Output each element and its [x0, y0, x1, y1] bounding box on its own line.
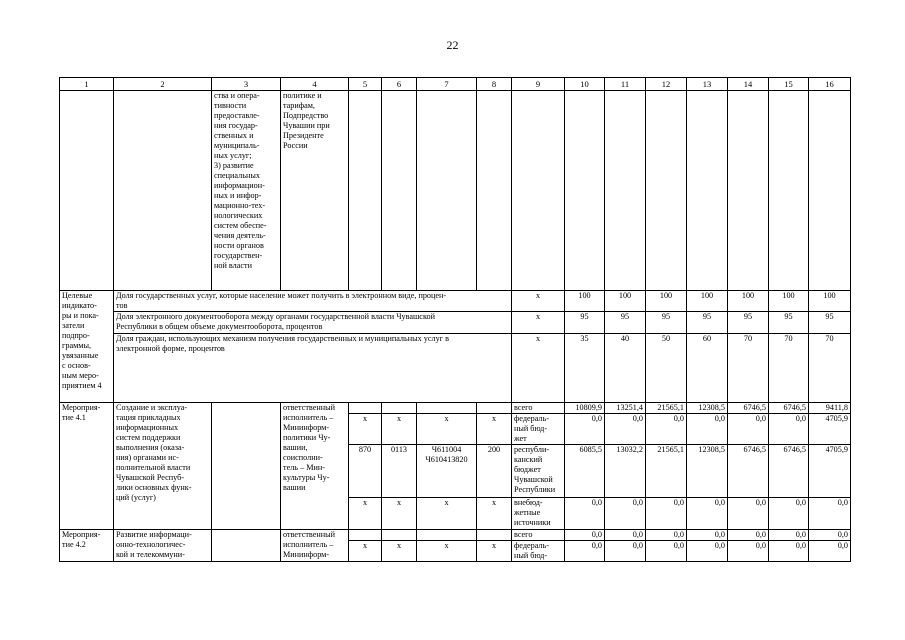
- target-value: 70: [809, 334, 851, 403]
- target-value: 95: [809, 312, 851, 334]
- program-table: [59, 77, 851, 562]
- col-header: 9: [512, 78, 565, 91]
- measure-name: Создание и эксплуа- тация прикладных информационных систем поддержки выполнения (оказа- ния) органами ис- полнительной власти Чувашской Респуб- лики основных функ- ций (услуг): [114, 403, 212, 530]
- empty-cell: [687, 91, 728, 291]
- amount-cell: 0,0: [605, 498, 646, 530]
- amount-cell: 10809,9: [565, 403, 605, 414]
- code-cell: 870: [349, 445, 382, 498]
- empty-cell: [477, 91, 512, 291]
- empty-cell: [382, 91, 417, 291]
- amount-cell: 0,0: [809, 530, 851, 541]
- col-header: 14: [728, 78, 769, 91]
- empty-cell: [728, 91, 769, 291]
- col-header: 7: [417, 78, 477, 91]
- amount-cell: 12308,5: [687, 403, 728, 414]
- code-cell: [349, 530, 382, 541]
- funding-row: [60, 530, 851, 541]
- amount-cell: 6746,5: [728, 403, 769, 414]
- code-cell: [417, 530, 477, 541]
- target-row: [60, 312, 851, 334]
- amount-cell: 0,0: [687, 498, 728, 530]
- amount-cell: 13032,2: [605, 445, 646, 498]
- target-value: 95: [728, 312, 769, 334]
- code-cell: [382, 530, 417, 541]
- code-cell: [477, 403, 512, 414]
- measure-label: Мероприя- тие 4.1: [60, 403, 114, 530]
- target-row: [60, 291, 851, 312]
- amount-cell: 6746,5: [769, 445, 809, 498]
- amount-cell: 12308,5: [687, 445, 728, 498]
- target-value: 100: [687, 291, 728, 312]
- amount-cell: 0,0: [605, 414, 646, 445]
- measure-responsible: ответственный исполнитель – Мининформ-: [281, 530, 349, 562]
- target-value: 70: [728, 334, 769, 403]
- target-x: x: [512, 291, 565, 312]
- target-value: 40: [605, 334, 646, 403]
- code-cell: x: [417, 541, 477, 562]
- target-text: Доля государственных услуг, которые население может получить в электронном виде, процен- тов: [114, 291, 512, 312]
- target-value: 70: [769, 334, 809, 403]
- funding-source: республи- канский бюджет Чувашской Республики: [512, 445, 565, 498]
- amount-cell: 0,0: [646, 530, 687, 541]
- amount-cell: 0,0: [769, 541, 809, 562]
- code-cell: x: [477, 414, 512, 445]
- code-cell: x: [477, 541, 512, 562]
- amount-cell: 0,0: [728, 414, 769, 445]
- col-header: 15: [769, 78, 809, 91]
- empty-cell: [646, 91, 687, 291]
- amount-cell: 4705,9: [809, 445, 851, 498]
- target-value: 95: [646, 312, 687, 334]
- funding-source: всего: [512, 403, 565, 414]
- amount-cell: 0,0: [809, 541, 851, 562]
- col-header: 3: [212, 78, 281, 91]
- code-cell: x: [349, 498, 382, 530]
- target-x: x: [512, 312, 565, 334]
- amount-cell: 0,0: [687, 530, 728, 541]
- amount-cell: 0,0: [646, 414, 687, 445]
- code-cell: x: [349, 541, 382, 562]
- target-value: 100: [769, 291, 809, 312]
- funding-source: всего: [512, 530, 565, 541]
- amount-cell: 0,0: [687, 541, 728, 562]
- amount-cell: 21565,1: [646, 403, 687, 414]
- code-cell: x: [382, 498, 417, 530]
- amount-cell: 0,0: [646, 541, 687, 562]
- target-value: 95: [687, 312, 728, 334]
- col-header: 10: [565, 78, 605, 91]
- empty-cell: [212, 530, 281, 562]
- amount-cell: 0,0: [769, 498, 809, 530]
- amount-cell: 0,0: [809, 498, 851, 530]
- code-cell: [477, 530, 512, 541]
- amount-cell: 0,0: [565, 414, 605, 445]
- amount-cell: 0,0: [728, 498, 769, 530]
- col-header: 16: [809, 78, 851, 91]
- code-cell: x: [382, 541, 417, 562]
- col-header: 4: [281, 78, 349, 91]
- measure-label: Мероприя- тие 4.2: [60, 530, 114, 562]
- code-cell: [417, 403, 477, 414]
- empty-cell: [114, 91, 212, 291]
- measure-name: Развитие информаци- онно-технологичес- кой и телекоммуни-: [114, 530, 212, 562]
- target-value: 60: [687, 334, 728, 403]
- targets-label: Целевые индикато- ры и пока- затели подпро- граммы, увязанные с основ- ным меро- приятием 4: [60, 291, 114, 403]
- target-value: 95: [769, 312, 809, 334]
- amount-cell: 21565,1: [646, 445, 687, 498]
- target-value: 35: [565, 334, 605, 403]
- code-cell: x: [417, 414, 477, 445]
- col-header: 13: [687, 78, 728, 91]
- column-number-row: [60, 78, 851, 91]
- empty-cell: [417, 91, 477, 291]
- funding-source: федераль- ный бюд- жет: [512, 414, 565, 445]
- code-cell: 0113: [382, 445, 417, 498]
- amount-cell: 0,0: [769, 414, 809, 445]
- amount-cell: 4705,9: [809, 414, 851, 445]
- col-header: 5: [349, 78, 382, 91]
- amount-cell: 9411,8: [809, 403, 851, 414]
- funding-source: внебюд- жетные источники: [512, 498, 565, 530]
- amount-cell: 0,0: [605, 541, 646, 562]
- code-cell: [382, 403, 417, 414]
- funding-row: [60, 403, 851, 414]
- target-value: 50: [646, 334, 687, 403]
- amount-cell: 0,0: [728, 530, 769, 541]
- col-header: 1: [60, 78, 114, 91]
- target-value: 95: [605, 312, 646, 334]
- amount-cell: 0,0: [565, 530, 605, 541]
- code-cell: 200: [477, 445, 512, 498]
- target-x: x: [512, 334, 565, 403]
- amount-cell: 0,0: [646, 498, 687, 530]
- empty-cell: [512, 91, 565, 291]
- target-text: Доля электронного документооборота между органами государственной власти Чувашской Республики в общем объеме документооборота, процентов: [114, 312, 512, 334]
- amount-cell: 0,0: [728, 541, 769, 562]
- amount-cell: 6746,5: [728, 445, 769, 498]
- code-cell: x: [382, 414, 417, 445]
- continuation-row: [60, 91, 851, 291]
- empty-cell: [349, 91, 382, 291]
- empty-cell: [212, 403, 281, 530]
- code-cell: x: [477, 498, 512, 530]
- target-row: [60, 334, 851, 403]
- amount-cell: 6085,5: [565, 445, 605, 498]
- amount-cell: 0,0: [565, 541, 605, 562]
- amount-cell: 13251,4: [605, 403, 646, 414]
- amount-cell: 0,0: [605, 530, 646, 541]
- empty-cell: [565, 91, 605, 291]
- code-cell: x: [417, 498, 477, 530]
- target-value: 100: [809, 291, 851, 312]
- amount-cell: 0,0: [565, 498, 605, 530]
- target-value: 100: [605, 291, 646, 312]
- col-header: 2: [114, 78, 212, 91]
- code-cell: [349, 403, 382, 414]
- amount-cell: 0,0: [769, 530, 809, 541]
- col-header: 11: [605, 78, 646, 91]
- funding-source: федераль- ный бюд-: [512, 541, 565, 562]
- target-text: Доля граждан, использующих механизм получения государственных и муниципальных услуг в электронной форме, процентов: [114, 334, 512, 403]
- empty-cell: [809, 91, 851, 291]
- empty-cell: [769, 91, 809, 291]
- responsible-cell: политике и тарифам, Подпредство Чувашии при Президенте России: [281, 91, 349, 291]
- empty-cell: [60, 91, 114, 291]
- target-value: 100: [565, 291, 605, 312]
- target-value: 95: [565, 312, 605, 334]
- measure-responsible: ответственный исполнитель – Мининформ- политики Чу- вашии, соисполни- тель – Мин- культуры Чу- вашии: [281, 403, 349, 530]
- page-number: 22: [446, 38, 459, 52]
- col-header: 6: [382, 78, 417, 91]
- code-cell: x: [349, 414, 382, 445]
- empty-cell: [605, 91, 646, 291]
- target-value: 100: [646, 291, 687, 312]
- col-header: 8: [477, 78, 512, 91]
- target-value: 100: [728, 291, 769, 312]
- activity-tasks-cell: ства и опера- тивности предоставле- ния государ- ственных и муниципаль- ных услуг; 3) развитие специальных информацион- ных и инфор- мационно-тех- нологических систем обеспе- чения деятель- ности органов государствен- ной власти: [212, 91, 281, 291]
- code-cell: Ч611004 Ч610413820: [417, 445, 477, 498]
- amount-cell: 0,0: [687, 414, 728, 445]
- amount-cell: 6746,5: [769, 403, 809, 414]
- col-header: 12: [646, 78, 687, 91]
